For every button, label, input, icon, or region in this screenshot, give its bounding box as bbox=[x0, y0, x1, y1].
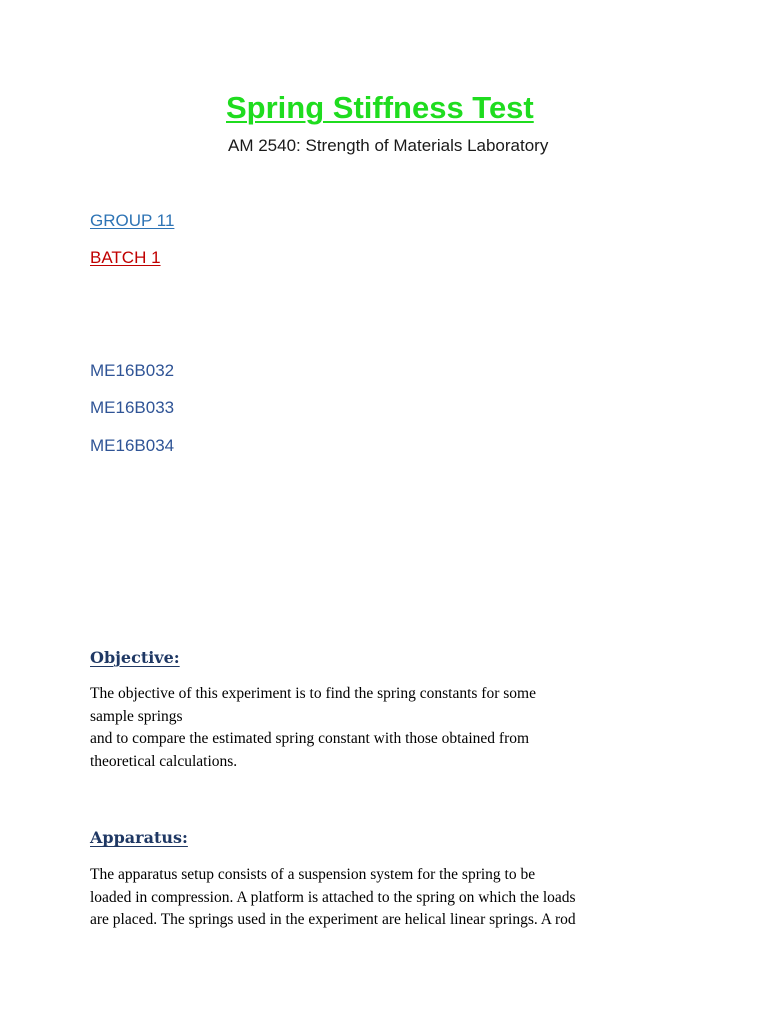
paragraph-line: sample springs bbox=[90, 707, 183, 725]
apparatus-paragraph bbox=[90, 864, 690, 932]
paragraph-line: The apparatus setup consists of a suspension system for the spring to be bbox=[90, 866, 536, 883]
roll-number: ME16B032 bbox=[90, 361, 175, 380]
document-subtitle: AM 2540: Strength of Materials Laboratory bbox=[228, 136, 549, 155]
roll-number: ME16B034 bbox=[90, 436, 175, 455]
paragraph-line: and to compare the estimated spring constant with those obtained from bbox=[90, 730, 530, 747]
apparatus-heading: Apparatus: bbox=[90, 828, 188, 847]
paragraph-line: loaded in compression. A platform is attached to the spring on which the loads bbox=[90, 888, 576, 906]
paragraph-line: The objective of this experiment is to find the spring constants for some bbox=[90, 685, 536, 702]
roll-number: ME16B033 bbox=[90, 398, 175, 417]
group-label: GROUP 11 bbox=[90, 211, 175, 230]
paragraph-line: are placed. The springs used in the experiment are helical linear springs. A rod bbox=[90, 911, 576, 928]
objective-heading: Objective: bbox=[90, 648, 180, 667]
objective-paragraph bbox=[90, 683, 690, 773]
document-title: Spring Stiffness Test bbox=[226, 90, 534, 125]
paragraph-line: theoretical calculations. bbox=[90, 752, 238, 770]
batch-label: BATCH 1 bbox=[90, 248, 161, 267]
